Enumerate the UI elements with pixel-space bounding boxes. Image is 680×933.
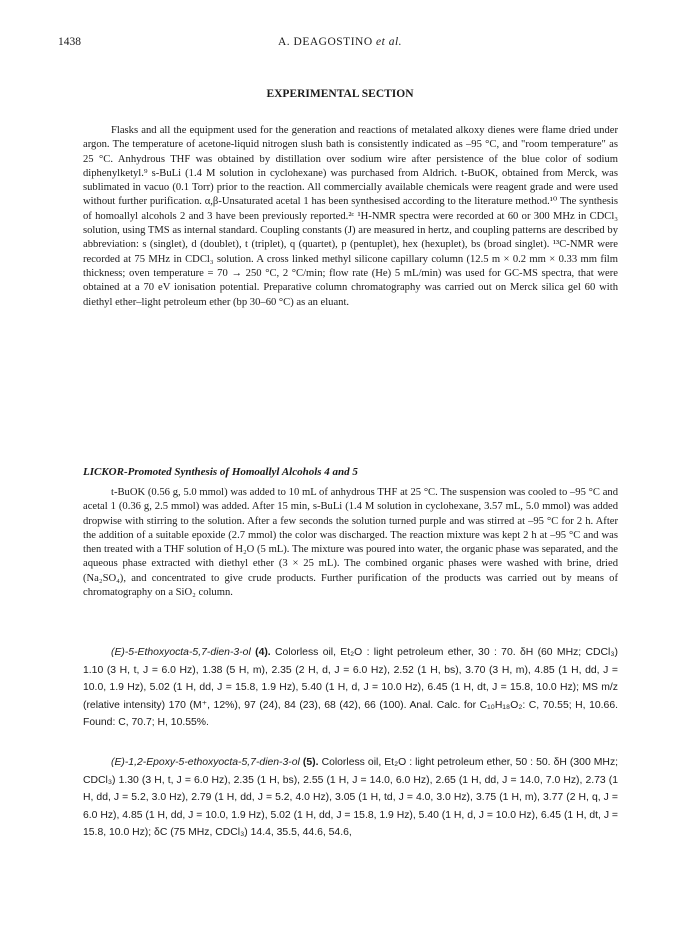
compound-5-number: (5). <box>302 757 319 768</box>
section-title: EXPERIMENTAL SECTION <box>266 88 414 100</box>
subheading: LICKOR-Promoted Synthesis of Homoallyl Alcohols 4 and 5 <box>83 466 358 478</box>
procedure-paragraph <box>83 486 618 600</box>
general-methods-text: Flasks and all the equipment used for the generation and reactions of metalated alkoxy dienes were flame dried under argon. The temperature of acetone-liquid nitrogen slush bath is consistently indicated as –95 °C, and "room temperature" as 25 °C. Anhydrous THF was obtained by distillation over sodium wire after persistence of the blue color of sodium diphenylketyl.⁹ s-BuLi (1.4 M solution in cyclohexane) was purchased from Aldrich. t-BuOK, obtained from Merck, was sublimated in vacuo (0.1 Torr) prior to the reaction. All commercially available chemicals were reagent grade and were used without further purification. α,β-Unsaturated acetal 1 has been synthesised according to the literature method.¹⁰ The synthesis of homoallyl alcohols 2 and 3 have been previously reported.²ᶜ ¹H-NMR spectra were recorded at 60 or 300 MHz in CDCl₃ solution, using TMS as internal standard. Coupling constants (J) are measured in hertz, and coupling patterns are described by abbreviation: s (singlet), d (doublet), t (triplet), q (quartet), p (pentuplet), hex (hexuplet), bs (broad singlet). ¹³C-NMR were recorded at 75 MHz in CDCl₃ solution. A cross linked methyl silicone capillary column (12.5 m × 0.2 mm × 0.33 mm film thickness; oven temperature = 70 → 250 °C, 2 °C/min; flow rate (He) 5 mL/min) was used for GC-MS spectra, that were obtained at a 70 eV ionisation potential. Preparative column chromatography was carried out on Merck silica gel 60 with diethyl ether–light petroleum ether (bp 30–60 °C) as an eluant. <box>83 125 618 308</box>
compound-5-data: Colorless oil, Et₂O : light petroleum ether, 50 : 50. δH (300 MHz; CDCl₃) 1.30 (3 H, t, J = 6.0 Hz), 2.35 (1 H, bs), 2.55 (1 H, J = 14.0, 6.0 Hz), 2.65 (1 H, dd, J = 14.0, 7.0 Hz), 2.73 (1 H, dd, J = 5.2, 3.0 Hz), 2.79 (1 H, dd, J = 5.2, 4.0 Hz), 3.05 (1 H, td, J = 4.0, 3.0 Hz), 3.75 (1 H, m), 3.77 (2 H, q, J = 6.0 Hz), 4.85 (1 H, dd, J = 10.0, 1.9 Hz), 5.02 (1 H, dd, J = 15.8, 1.9 Hz), 5.40 (1 H, d, J = 10.0 Hz), 6.45 (1 H, dt, J = 15.8, 10.0 Hz); δC (75 MHz, CDCl₃) 14.4, 35.5, 44.6, 54.6, <box>83 757 619 839</box>
page-number: 1438 <box>58 36 81 48</box>
compound-4-entry <box>83 644 618 732</box>
running-header-authors: A. DEAGOSTINO <box>277 36 373 48</box>
compound-5-entry <box>83 754 618 842</box>
procedure-text: t-BuOK (0.56 g, 5.0 mmol) was added to 10 mL of anhydrous THF at 25 °C. The suspension was cooled to –95 °C and acetal 1 (0.36 g, 2.5 mmol) was added. After 15 min, s-BuLi (1.4 M solution in cyclohexane, 3.57 mL, 5.0 mmol) was added dropwise with stirring to the solution. After a few seconds the solution turned purple and was stirred at –95 °C for 2 h. After the addition of a suitable epoxide (2.7 mmol) the color was discharged. The reaction mixture was kept 2 h at –95 °C and was then treated with a THF solution of H₂O (5 mL). The mixture was poured into water, the organic phase was separated, and the aqueous phase extracted with diethyl ether (3 × 25 mL). The combined organic phases were washed with brine, dried (Na₂SO₄), and concentrated to give crude products. Further purification of the products was carried out by means of chromatography on a SiO₂ column. <box>83 487 618 599</box>
compound-4-name: (E)-5-Ethoxyocta-5,7-dien-3-ol <box>111 647 251 658</box>
compound-4-data: Colorless oil, Et₂O : light petroleum ether, 30 : 70. δH (60 MHz; CDCl₃) 1.10 (3 H, t, J = 6.0 Hz), 1.38 (5 H, m), 2.35 (2 H, d, J = 6.0 Hz), 2.52 (1 H, bs), 3.70 (3 H, m), 4.85 (1 H, dd, J = 10.0, 1.9 Hz), 5.02 (1 H, dd, J = 15.8, 1.9 Hz), 5.40 (1 H, d, J = 10.0 Hz), 6.45 (1 H, dt, J = 15.8, 10.0 Hz); MS m/z (relative intensity) 170 (M⁺, 12%), 97 (24), 84 (23), 68 (42), 66 (100). Anal. Calc. for C₁₀H₁₈O₂: C, 70.55; H, 10.66. Found: C, 70.7; H, 10.55%. <box>83 647 619 729</box>
running-header <box>0 36 680 48</box>
general-methods-paragraph <box>83 124 618 310</box>
compound-4-number: (4). <box>255 647 271 658</box>
compound-5-name: (E)-1,2-Epoxy-5-ethoxyocta-5,7-dien-3-ol <box>111 757 300 768</box>
running-header-et-al: et al. <box>376 36 403 48</box>
